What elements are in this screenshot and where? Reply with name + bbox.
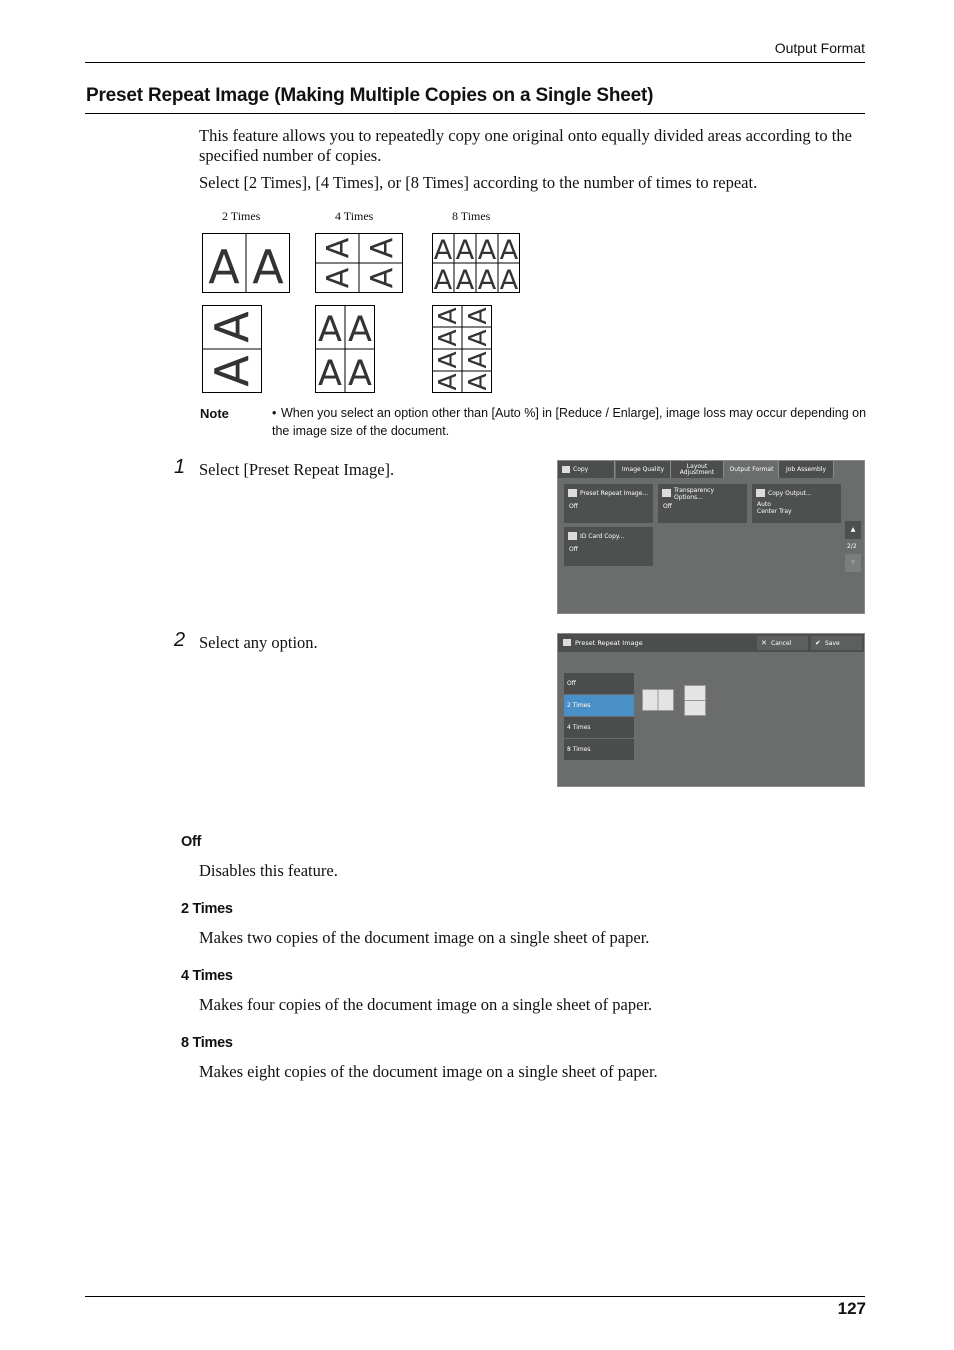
copy-output-icon xyxy=(756,489,765,497)
tab-image-quality[interactable]: Image Quality xyxy=(616,461,671,478)
note-label: Note xyxy=(200,406,229,421)
glyph-a: A xyxy=(433,265,453,293)
caption-4-times: 4 Times xyxy=(335,209,374,223)
copy-output-button[interactable]: Copy Output... Auto Center Tray xyxy=(752,484,841,523)
glyph-a: A xyxy=(463,351,492,369)
page-indicator: 2/2 xyxy=(847,543,857,550)
intro-paragraph-2: Select [2 Times], [4 Times], or [8 Times] according to the number of times to repeat. xyxy=(199,173,758,192)
glyph-a: A xyxy=(499,265,519,293)
note-body: When you select an option other than [Auto %] in [Reduce / Enlarge], image loss may occur depending on the image size of the document. xyxy=(272,406,867,438)
glyph-a: A xyxy=(463,329,492,347)
scroll-down-button[interactable] xyxy=(845,554,861,572)
screenshot-output-format xyxy=(557,460,865,614)
option-off[interactable]: Off xyxy=(564,673,634,695)
step-2-number: 2 xyxy=(174,629,186,651)
glyph-a: A xyxy=(365,267,400,289)
diagram-8-times-portrait xyxy=(432,305,492,393)
option-8-times[interactable]: 8 Times xyxy=(564,739,634,761)
note-text xyxy=(272,404,867,440)
glyph-a: A xyxy=(321,267,356,289)
section-body-off: Disables this feature. xyxy=(199,861,338,880)
transparency-options-button[interactable]: Transparency Options... Off xyxy=(658,484,747,523)
option-2-times[interactable]: 2 Times xyxy=(564,695,634,717)
preview-landscape-icon xyxy=(642,689,674,711)
section-heading-off: Off xyxy=(181,834,202,850)
glyph-a: A xyxy=(433,307,462,325)
dialog-title: Preset Repeat Image xyxy=(575,639,643,647)
section-body-2-times: Makes two copies of the document image on a single sheet of paper. xyxy=(199,928,650,947)
tab-output-format[interactable]: Output Format xyxy=(725,461,779,478)
cancel-button[interactable]: ✕ Cancel xyxy=(757,636,808,650)
diagram-2-times-portrait xyxy=(202,305,262,393)
glyph-a: A xyxy=(433,235,453,266)
footer-rule xyxy=(85,1296,865,1297)
tab-layout-adjustment[interactable]: Layout Adjustment xyxy=(671,461,724,478)
caption-2-times: 2 Times xyxy=(222,209,261,223)
id-card-copy-button[interactable]: ID Card Copy... Off xyxy=(564,527,653,566)
section-heading-4-times: 4 Times xyxy=(181,968,233,984)
diagram-8-times-landscape xyxy=(432,233,520,293)
glyph-a: A xyxy=(463,307,492,325)
glyph-a: A xyxy=(499,235,519,266)
glyph-a: A xyxy=(208,240,240,293)
save-button[interactable]: ✔ Save xyxy=(811,636,862,650)
step-1-text: Select [Preset Repeat Image]. xyxy=(199,460,395,479)
close-icon: ✕ xyxy=(761,639,767,647)
transparency-icon xyxy=(662,489,671,497)
diagram-2-times-landscape xyxy=(202,233,290,293)
glyph-a: A xyxy=(433,373,462,391)
glyph-a: A xyxy=(477,235,497,266)
title-rule xyxy=(85,113,865,114)
intro-paragraph-1: This feature allows you to repeatedly copy one original onto equally divided areas according to the specified number of copies. xyxy=(199,126,852,165)
preset-repeat-icon xyxy=(563,639,571,646)
step-1-number: 1 xyxy=(174,456,186,478)
tab-job-assembly[interactable]: Job Assembly xyxy=(779,461,834,478)
section-heading-2-times: 2 Times xyxy=(181,901,233,917)
preset-repeat-icon xyxy=(568,489,577,497)
caption-8-times: 8 Times xyxy=(452,209,491,223)
glyph-a: A xyxy=(365,237,400,259)
glyph-a: A xyxy=(433,351,462,369)
id-card-icon xyxy=(568,532,577,540)
preview-portrait-icon xyxy=(684,685,706,716)
screenshot-preset-repeat-dialog xyxy=(557,633,865,787)
diagram-4-times-landscape xyxy=(315,233,403,293)
copy-icon xyxy=(562,466,570,473)
diagram-4-times-portrait xyxy=(315,305,375,393)
glyph-a: A xyxy=(318,354,342,393)
section-body-4-times: Makes four copies of the document image on a single sheet of paper. xyxy=(199,995,653,1014)
scroll-up-button[interactable] xyxy=(845,521,861,539)
down-arrow-icon: ▼ xyxy=(850,559,856,566)
glyph-a: A xyxy=(455,235,475,266)
page-number: 127 xyxy=(837,1299,866,1318)
section-body-8-times: Makes eight copies of the document image on a single sheet of paper. xyxy=(199,1062,658,1081)
glyph-a: A xyxy=(348,354,372,393)
check-icon: ✔ xyxy=(815,639,821,647)
glyph-a: A xyxy=(205,355,259,387)
step-2-text: Select any option. xyxy=(199,633,318,652)
tab-copy[interactable]: Copy xyxy=(558,461,615,478)
glyph-a: A xyxy=(348,310,372,350)
glyph-a: A xyxy=(477,265,497,293)
glyph-a: A xyxy=(455,265,475,293)
glyph-a: A xyxy=(252,240,284,293)
glyph-a: A xyxy=(463,373,492,391)
running-header: Output Format xyxy=(774,40,865,56)
option-4-times[interactable]: 4 Times xyxy=(564,717,634,739)
note-bullet: • xyxy=(272,406,277,420)
header-rule xyxy=(85,62,865,63)
up-arrow-icon: ▲ xyxy=(850,526,856,533)
glyph-a: A xyxy=(318,310,342,350)
glyph-a: A xyxy=(321,237,356,259)
glyph-a: A xyxy=(205,311,259,343)
page-title: Preset Repeat Image (Making Multiple Copies on a Single Sheet) xyxy=(86,85,654,106)
section-heading-8-times: 8 Times xyxy=(181,1035,233,1051)
glyph-a: A xyxy=(433,329,462,347)
preset-repeat-image-button[interactable]: Preset Repeat Image... Off xyxy=(564,484,653,523)
